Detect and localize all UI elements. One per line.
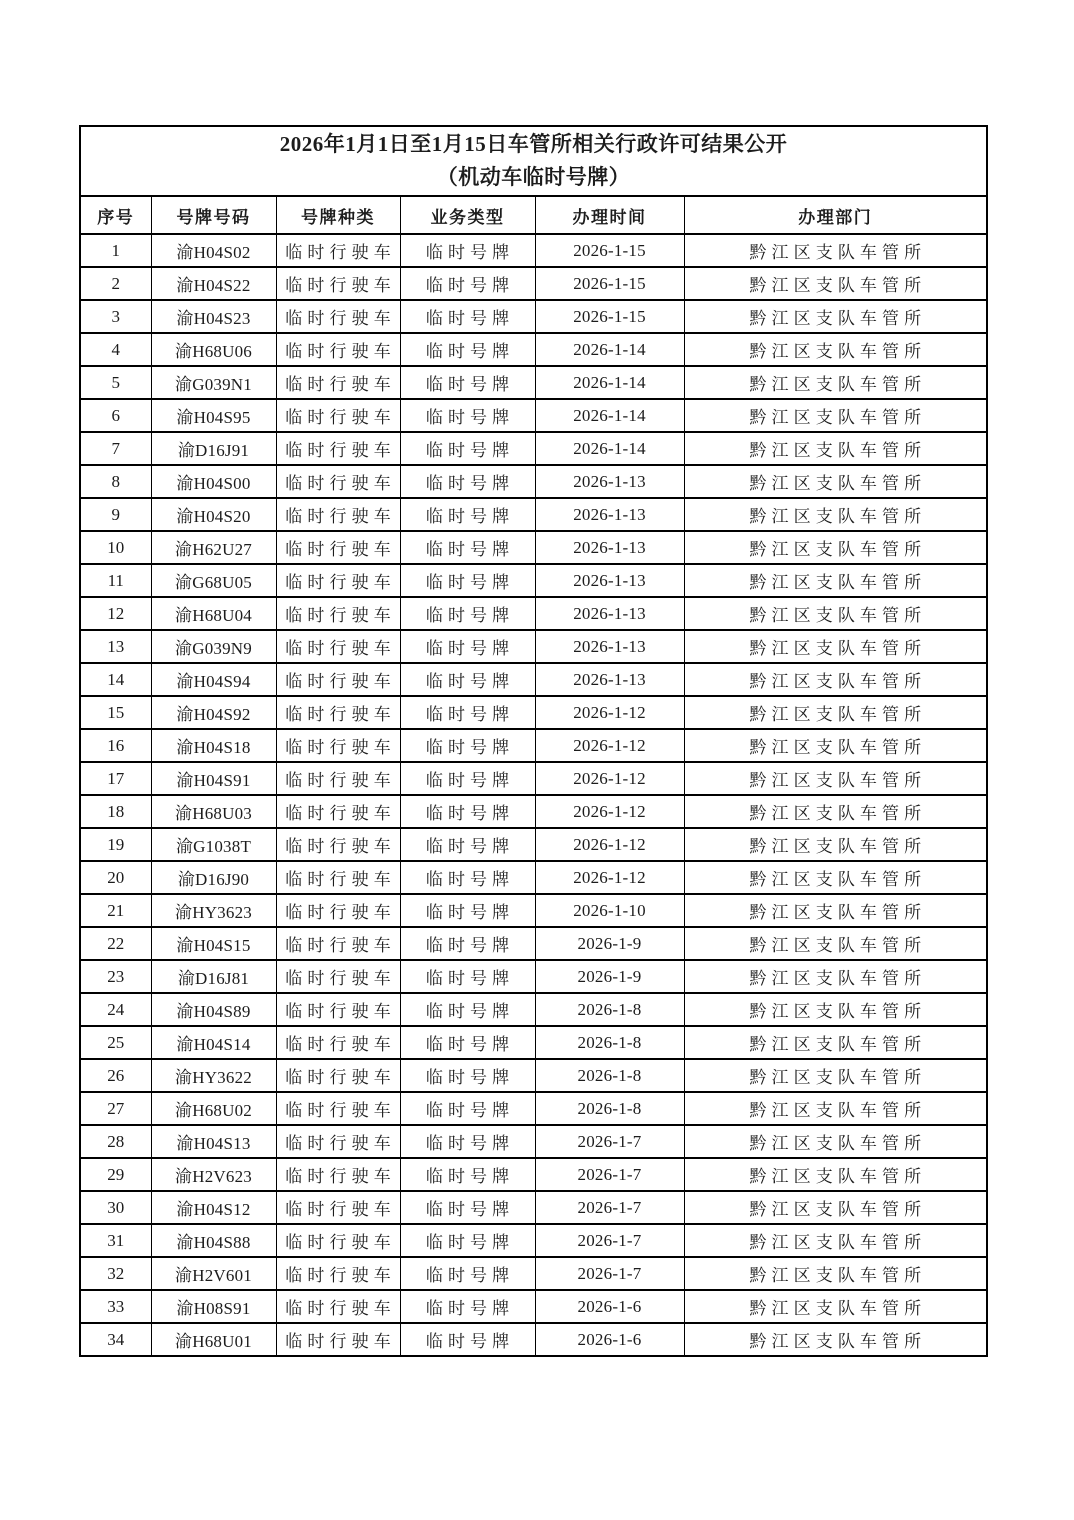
table-row bbox=[80, 564, 987, 597]
plate-cell: 渝H68U06 bbox=[151, 333, 276, 366]
index-cell: 19 bbox=[80, 828, 151, 861]
date-cell: 2026-1-13 bbox=[535, 531, 684, 564]
index-cell: 13 bbox=[80, 630, 151, 663]
department-cell: 黔江区支队车管所 bbox=[684, 1158, 987, 1191]
plate-type-cell: 临时行驶车 bbox=[276, 1323, 400, 1356]
plate-type-cell: 临时行驶车 bbox=[276, 300, 400, 333]
index-cell: 20 bbox=[80, 861, 151, 894]
date-cell: 2026-1-8 bbox=[535, 1092, 684, 1125]
plate-type-cell: 临时行驶车 bbox=[276, 861, 400, 894]
plate-cell: 渝HY3623 bbox=[151, 894, 276, 927]
date-cell: 2026-1-12 bbox=[535, 861, 684, 894]
date-cell: 2026-1-8 bbox=[535, 1026, 684, 1059]
department-cell: 黔江区支队车管所 bbox=[684, 1092, 987, 1125]
plate-cell: 渝H04S02 bbox=[151, 234, 276, 267]
index-cell: 18 bbox=[80, 795, 151, 828]
date-cell: 2026-1-7 bbox=[535, 1158, 684, 1191]
department-cell: 黔江区支队车管所 bbox=[684, 333, 987, 366]
plate-type-cell: 临时行驶车 bbox=[276, 630, 400, 663]
business-type-cell: 临时号牌 bbox=[400, 465, 535, 498]
date-cell: 2026-1-13 bbox=[535, 465, 684, 498]
department-cell: 黔江区支队车管所 bbox=[684, 498, 987, 531]
column-header-department: 办理部门 bbox=[684, 196, 987, 234]
plate-cell: 渝H68U01 bbox=[151, 1323, 276, 1356]
license-results-table bbox=[79, 125, 988, 1357]
table-row bbox=[80, 1092, 987, 1125]
table-row bbox=[80, 993, 987, 1026]
department-cell: 黔江区支队车管所 bbox=[684, 399, 987, 432]
plate-cell: 渝G68U05 bbox=[151, 564, 276, 597]
department-cell: 黔江区支队车管所 bbox=[684, 828, 987, 861]
business-type-cell: 临时号牌 bbox=[400, 564, 535, 597]
table-row bbox=[80, 795, 987, 828]
plate-cell: 渝H62U27 bbox=[151, 531, 276, 564]
department-cell: 黔江区支队车管所 bbox=[684, 267, 987, 300]
index-cell: 17 bbox=[80, 762, 151, 795]
department-cell: 黔江区支队车管所 bbox=[684, 1290, 987, 1323]
plate-type-cell: 临时行驶车 bbox=[276, 762, 400, 795]
department-cell: 黔江区支队车管所 bbox=[684, 960, 987, 993]
plate-cell: 渝H04S95 bbox=[151, 399, 276, 432]
business-type-cell: 临时号牌 bbox=[400, 927, 535, 960]
date-cell: 2026-1-7 bbox=[535, 1224, 684, 1257]
department-cell: 黔江区支队车管所 bbox=[684, 1059, 987, 1092]
table-row bbox=[80, 399, 987, 432]
index-cell: 2 bbox=[80, 267, 151, 300]
table-row bbox=[80, 300, 987, 333]
plate-type-cell: 临时行驶车 bbox=[276, 531, 400, 564]
index-cell: 6 bbox=[80, 399, 151, 432]
date-cell: 2026-1-8 bbox=[535, 993, 684, 1026]
table-row bbox=[80, 729, 987, 762]
plate-type-cell: 临时行驶车 bbox=[276, 498, 400, 531]
date-cell: 2026-1-7 bbox=[535, 1125, 684, 1158]
table-row bbox=[80, 1224, 987, 1257]
index-cell: 30 bbox=[80, 1191, 151, 1224]
index-cell: 12 bbox=[80, 597, 151, 630]
business-type-cell: 临时号牌 bbox=[400, 1290, 535, 1323]
table-row bbox=[80, 1191, 987, 1224]
plate-type-cell: 临时行驶车 bbox=[276, 1158, 400, 1191]
department-cell: 黔江区支队车管所 bbox=[684, 663, 987, 696]
date-cell: 2026-1-14 bbox=[535, 366, 684, 399]
plate-cell: 渝H04S91 bbox=[151, 762, 276, 795]
plate-cell: 渝H04S13 bbox=[151, 1125, 276, 1158]
table-row bbox=[80, 894, 987, 927]
department-cell: 黔江区支队车管所 bbox=[684, 1026, 987, 1059]
date-cell: 2026-1-12 bbox=[535, 696, 684, 729]
date-cell: 2026-1-6 bbox=[535, 1323, 684, 1356]
plate-cell: 渝H04S92 bbox=[151, 696, 276, 729]
index-cell: 11 bbox=[80, 564, 151, 597]
table-row bbox=[80, 432, 987, 465]
department-cell: 黔江区支队车管所 bbox=[684, 762, 987, 795]
business-type-cell: 临时号牌 bbox=[400, 1158, 535, 1191]
plate-cell: 渝H2V601 bbox=[151, 1257, 276, 1290]
plate-type-cell: 临时行驶车 bbox=[276, 1191, 400, 1224]
date-cell: 2026-1-12 bbox=[535, 795, 684, 828]
table-row bbox=[80, 960, 987, 993]
business-type-cell: 临时号牌 bbox=[400, 1323, 535, 1356]
business-type-cell: 临时号牌 bbox=[400, 861, 535, 894]
plate-type-cell: 临时行驶车 bbox=[276, 234, 400, 267]
date-cell: 2026-1-9 bbox=[535, 927, 684, 960]
department-cell: 黔江区支队车管所 bbox=[684, 1125, 987, 1158]
table-row bbox=[80, 366, 987, 399]
department-cell: 黔江区支队车管所 bbox=[684, 993, 987, 1026]
date-cell: 2026-1-15 bbox=[535, 234, 684, 267]
business-type-cell: 临时号牌 bbox=[400, 597, 535, 630]
index-cell: 9 bbox=[80, 498, 151, 531]
index-cell: 14 bbox=[80, 663, 151, 696]
business-type-cell: 临时号牌 bbox=[400, 1257, 535, 1290]
date-cell: 2026-1-14 bbox=[535, 432, 684, 465]
business-type-cell: 临时号牌 bbox=[400, 366, 535, 399]
department-cell: 黔江区支队车管所 bbox=[684, 795, 987, 828]
plate-type-cell: 临时行驶车 bbox=[276, 333, 400, 366]
date-cell: 2026-1-15 bbox=[535, 267, 684, 300]
plate-type-cell: 临时行驶车 bbox=[276, 399, 400, 432]
index-cell: 33 bbox=[80, 1290, 151, 1323]
document-title bbox=[80, 126, 987, 196]
date-cell: 2026-1-6 bbox=[535, 1290, 684, 1323]
column-header-date: 办理时间 bbox=[535, 196, 684, 234]
plate-cell: 渝H04S12 bbox=[151, 1191, 276, 1224]
index-cell: 26 bbox=[80, 1059, 151, 1092]
plate-cell: 渝H04S14 bbox=[151, 1026, 276, 1059]
plate-cell: 渝H04S18 bbox=[151, 729, 276, 762]
index-cell: 15 bbox=[80, 696, 151, 729]
date-cell: 2026-1-7 bbox=[535, 1257, 684, 1290]
table-row bbox=[80, 696, 987, 729]
plate-cell: 渝H04S88 bbox=[151, 1224, 276, 1257]
plate-cell: 渝G039N1 bbox=[151, 366, 276, 399]
table-row bbox=[80, 1323, 987, 1356]
plate-cell: 渝H68U04 bbox=[151, 597, 276, 630]
department-cell: 黔江区支队车管所 bbox=[684, 366, 987, 399]
plate-type-cell: 临时行驶车 bbox=[276, 1092, 400, 1125]
plate-type-cell: 临时行驶车 bbox=[276, 267, 400, 300]
plate-cell: 渝H08S91 bbox=[151, 1290, 276, 1323]
plate-type-cell: 临时行驶车 bbox=[276, 729, 400, 762]
date-cell: 2026-1-12 bbox=[535, 729, 684, 762]
business-type-cell: 临时号牌 bbox=[400, 993, 535, 1026]
plate-type-cell: 临时行驶车 bbox=[276, 894, 400, 927]
department-cell: 黔江区支队车管所 bbox=[684, 1224, 987, 1257]
business-type-cell: 临时号牌 bbox=[400, 828, 535, 861]
plate-cell: 渝D16J90 bbox=[151, 861, 276, 894]
table-row bbox=[80, 333, 987, 366]
business-type-cell: 临时号牌 bbox=[400, 300, 535, 333]
department-cell: 黔江区支队车管所 bbox=[684, 696, 987, 729]
plate-type-cell: 临时行驶车 bbox=[276, 366, 400, 399]
plate-type-cell: 临时行驶车 bbox=[276, 564, 400, 597]
plate-cell: 渝H04S22 bbox=[151, 267, 276, 300]
date-cell: 2026-1-8 bbox=[535, 1059, 684, 1092]
column-header-business-type: 业务类型 bbox=[400, 196, 535, 234]
index-cell: 22 bbox=[80, 927, 151, 960]
business-type-cell: 临时号牌 bbox=[400, 696, 535, 729]
plate-type-cell: 临时行驶车 bbox=[276, 927, 400, 960]
table-row bbox=[80, 234, 987, 267]
index-cell: 10 bbox=[80, 531, 151, 564]
business-type-cell: 临时号牌 bbox=[400, 795, 535, 828]
business-type-cell: 临时号牌 bbox=[400, 960, 535, 993]
department-cell: 黔江区支队车管所 bbox=[684, 300, 987, 333]
date-cell: 2026-1-13 bbox=[535, 663, 684, 696]
business-type-cell: 临时号牌 bbox=[400, 498, 535, 531]
date-cell: 2026-1-13 bbox=[535, 630, 684, 663]
plate-type-cell: 临时行驶车 bbox=[276, 1290, 400, 1323]
plate-type-cell: 临时行驶车 bbox=[276, 828, 400, 861]
plate-type-cell: 临时行驶车 bbox=[276, 696, 400, 729]
plate-cell: 渝H04S20 bbox=[151, 498, 276, 531]
plate-cell: 渝H2V623 bbox=[151, 1158, 276, 1191]
index-cell: 1 bbox=[80, 234, 151, 267]
plate-cell: 渝HY3622 bbox=[151, 1059, 276, 1092]
plate-type-cell: 临时行驶车 bbox=[276, 960, 400, 993]
document-title-line2: （机动车临时号牌） bbox=[436, 165, 631, 189]
index-cell: 4 bbox=[80, 333, 151, 366]
index-cell: 3 bbox=[80, 300, 151, 333]
date-cell: 2026-1-12 bbox=[535, 762, 684, 795]
business-type-cell: 临时号牌 bbox=[400, 1059, 535, 1092]
date-cell: 2026-1-7 bbox=[535, 1191, 684, 1224]
index-cell: 23 bbox=[80, 960, 151, 993]
date-cell: 2026-1-9 bbox=[535, 960, 684, 993]
plate-cell: 渝G1038T bbox=[151, 828, 276, 861]
business-type-cell: 临时号牌 bbox=[400, 234, 535, 267]
index-cell: 27 bbox=[80, 1092, 151, 1125]
index-cell: 28 bbox=[80, 1125, 151, 1158]
table-row bbox=[80, 597, 987, 630]
plate-cell: 渝H68U03 bbox=[151, 795, 276, 828]
index-cell: 24 bbox=[80, 993, 151, 1026]
column-header-plate: 号牌号码 bbox=[151, 196, 276, 234]
plate-cell: 渝G039N9 bbox=[151, 630, 276, 663]
table-row bbox=[80, 762, 987, 795]
date-cell: 2026-1-14 bbox=[535, 333, 684, 366]
department-cell: 黔江区支队车管所 bbox=[684, 861, 987, 894]
department-cell: 黔江区支队车管所 bbox=[684, 894, 987, 927]
table-row bbox=[80, 465, 987, 498]
index-cell: 5 bbox=[80, 366, 151, 399]
business-type-cell: 临时号牌 bbox=[400, 663, 535, 696]
table-row bbox=[80, 1158, 987, 1191]
business-type-cell: 临时号牌 bbox=[400, 630, 535, 663]
business-type-cell: 临时号牌 bbox=[400, 1191, 535, 1224]
header-row bbox=[80, 196, 987, 234]
department-cell: 黔江区支队车管所 bbox=[684, 564, 987, 597]
index-cell: 29 bbox=[80, 1158, 151, 1191]
business-type-cell: 临时号牌 bbox=[400, 762, 535, 795]
plate-cell: 渝H04S89 bbox=[151, 993, 276, 1026]
index-cell: 31 bbox=[80, 1224, 151, 1257]
department-cell: 黔江区支队车管所 bbox=[684, 927, 987, 960]
table-row bbox=[80, 1059, 987, 1092]
plate-type-cell: 临时行驶车 bbox=[276, 1059, 400, 1092]
table-body bbox=[80, 234, 987, 1356]
plate-cell: 渝H04S23 bbox=[151, 300, 276, 333]
business-type-cell: 临时号牌 bbox=[400, 1092, 535, 1125]
department-cell: 黔江区支队车管所 bbox=[684, 234, 987, 267]
table-row bbox=[80, 927, 987, 960]
plate-cell: 渝H04S94 bbox=[151, 663, 276, 696]
plate-cell: 渝D16J91 bbox=[151, 432, 276, 465]
department-cell: 黔江区支队车管所 bbox=[684, 1191, 987, 1224]
column-header-index: 序号 bbox=[80, 196, 151, 234]
index-cell: 34 bbox=[80, 1323, 151, 1356]
business-type-cell: 临时号牌 bbox=[400, 894, 535, 927]
business-type-cell: 临时号牌 bbox=[400, 729, 535, 762]
table-row bbox=[80, 498, 987, 531]
department-cell: 黔江区支队车管所 bbox=[684, 597, 987, 630]
table-row bbox=[80, 531, 987, 564]
table-row bbox=[80, 630, 987, 663]
department-cell: 黔江区支队车管所 bbox=[684, 1323, 987, 1356]
business-type-cell: 临时号牌 bbox=[400, 1125, 535, 1158]
plate-type-cell: 临时行驶车 bbox=[276, 663, 400, 696]
plate-type-cell: 临时行驶车 bbox=[276, 432, 400, 465]
date-cell: 2026-1-13 bbox=[535, 498, 684, 531]
plate-cell: 渝H68U02 bbox=[151, 1092, 276, 1125]
business-type-cell: 临时号牌 bbox=[400, 432, 535, 465]
table-row bbox=[80, 267, 987, 300]
index-cell: 25 bbox=[80, 1026, 151, 1059]
date-cell: 2026-1-14 bbox=[535, 399, 684, 432]
department-cell: 黔江区支队车管所 bbox=[684, 432, 987, 465]
table-row bbox=[80, 1125, 987, 1158]
title-row bbox=[80, 126, 987, 196]
business-type-cell: 临时号牌 bbox=[400, 531, 535, 564]
department-cell: 黔江区支队车管所 bbox=[684, 630, 987, 663]
date-cell: 2026-1-13 bbox=[535, 597, 684, 630]
department-cell: 黔江区支队车管所 bbox=[684, 531, 987, 564]
index-cell: 32 bbox=[80, 1257, 151, 1290]
business-type-cell: 临时号牌 bbox=[400, 1224, 535, 1257]
index-cell: 21 bbox=[80, 894, 151, 927]
date-cell: 2026-1-13 bbox=[535, 564, 684, 597]
plate-type-cell: 临时行驶车 bbox=[276, 1257, 400, 1290]
plate-type-cell: 临时行驶车 bbox=[276, 1125, 400, 1158]
date-cell: 2026-1-15 bbox=[535, 300, 684, 333]
plate-cell: 渝H04S00 bbox=[151, 465, 276, 498]
plate-type-cell: 临时行驶车 bbox=[276, 1224, 400, 1257]
plate-type-cell: 临时行驶车 bbox=[276, 1026, 400, 1059]
business-type-cell: 临时号牌 bbox=[400, 267, 535, 300]
table-row bbox=[80, 663, 987, 696]
business-type-cell: 临时号牌 bbox=[400, 1026, 535, 1059]
date-cell: 2026-1-10 bbox=[535, 894, 684, 927]
department-cell: 黔江区支队车管所 bbox=[684, 1257, 987, 1290]
date-cell: 2026-1-12 bbox=[535, 828, 684, 861]
plate-type-cell: 临时行驶车 bbox=[276, 795, 400, 828]
plate-type-cell: 临时行驶车 bbox=[276, 597, 400, 630]
plate-cell: 渝D16J81 bbox=[151, 960, 276, 993]
column-header-plate-type: 号牌种类 bbox=[276, 196, 400, 234]
table-row bbox=[80, 1290, 987, 1323]
business-type-cell: 临时号牌 bbox=[400, 333, 535, 366]
plate-type-cell: 临时行驶车 bbox=[276, 993, 400, 1026]
department-cell: 黔江区支队车管所 bbox=[684, 729, 987, 762]
index-cell: 16 bbox=[80, 729, 151, 762]
department-cell: 黔江区支队车管所 bbox=[684, 465, 987, 498]
table-row bbox=[80, 1257, 987, 1290]
document-title-line1: 2026年1月1日至1月15日车管所相关行政许可结果公开 bbox=[279, 132, 788, 157]
plate-cell: 渝H04S15 bbox=[151, 927, 276, 960]
business-type-cell: 临时号牌 bbox=[400, 399, 535, 432]
table-row bbox=[80, 861, 987, 894]
table-row bbox=[80, 1026, 987, 1059]
index-cell: 8 bbox=[80, 465, 151, 498]
index-cell: 7 bbox=[80, 432, 151, 465]
plate-type-cell: 临时行驶车 bbox=[276, 465, 400, 498]
table-row bbox=[80, 828, 987, 861]
